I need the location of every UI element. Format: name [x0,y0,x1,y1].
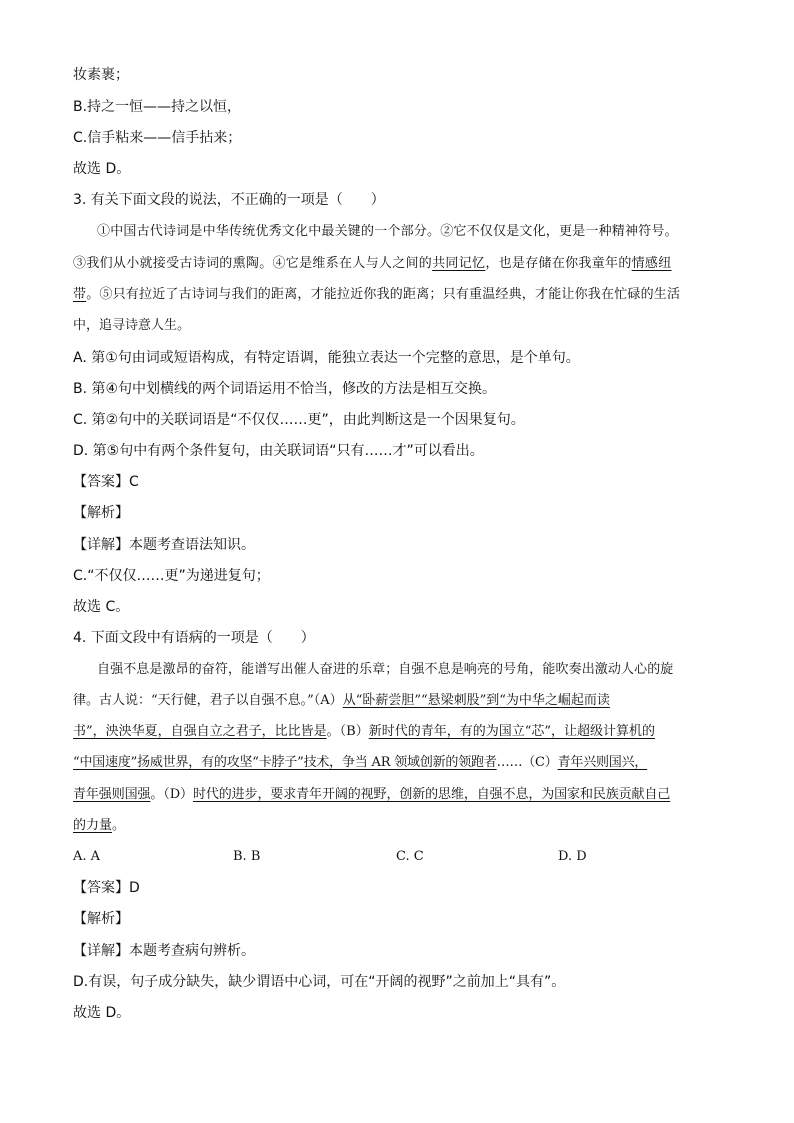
passage-line [73,785,670,805]
question-3-stem: 3. 有关下面文段的说法，不正确的一项是（ ） [73,192,385,208]
explanation-line: C.“不仅仅……更”为递进复句； [73,568,270,584]
detail-tag: 【详解】 [73,943,129,959]
detail-line [73,941,255,961]
text-line: B.持之一恒——持之以恒， [73,99,242,115]
option-b: B. 第④句中划横线的两个词语运用不恰当，修改的方法是相互交换。 [73,381,497,397]
analysis-tag: 【解析】 [73,911,129,927]
answer-value: D [129,880,140,896]
underlined-phrase: 书”，泱泱华夏，自强自立之君子，比比皆是 [73,724,327,739]
passage-line: ①中国古代诗词是中华传统优秀文化中最关键的一个部分。②它不仅仅是文化，更是一种精神符号。 [97,224,678,239]
detail-text: 本题考查病句辨析。 [129,943,255,959]
passage-text: 。⑤只有拉近了古诗词与我们的距离，才能拉近你我的距离；只有重温经典，才能让你我在忙碌的生活 [86,287,681,302]
passage-text: 。 [112,818,126,833]
answer-line [73,878,140,898]
detail-tag: 【详解】 [73,537,129,553]
passage-text: 。（D） [150,787,193,802]
underlined-phrase: 青年强则国强 [73,787,151,802]
passage-line [73,691,610,711]
option-a: A. A [73,849,101,864]
passage-text: ③我们从小就接受古诗词的熏陶。④它是维系在人与人之间的 [73,256,433,271]
underlined-phrase: 从“卧薪尝胆”“悬梁刺股”到“为中华之崛起而读 [342,693,610,708]
underlined-phrase: “中国速度”扬威世界，有的攻坚“卡脖子”技术，争当 AR 领域创新的领跑者 [73,755,497,770]
detail-line [73,535,255,555]
passage-text: ……（C） [496,755,558,770]
detail-text: 本题考查语法知识。 [129,537,255,553]
text-line: 妆素裹； [73,67,129,83]
passage-text: 。（B） [326,724,369,739]
passage-line: 自强不息是激昂的奋符，能谱写出催人奋进的乐章；自强不息是响亮的号角，能吹奏出激动人心的旋 [97,662,674,677]
underlined-phrase: 情感纽 [631,256,672,271]
option-d: D. D [558,849,587,864]
underlined-phrase: 的力量 [73,818,113,833]
passage-text: 律。古人说：“天行健，君子以自强不息。”（A） [73,693,343,708]
option-a: A. 第①句由词或短语构成，有特定语调，能独立表达一个完整的意思，是个单句。 [73,350,580,366]
underlined-phrase: 新时代的青年，有的为国立“芯”，让超级计算机的 [368,724,656,739]
choose-line: 故选 D。 [73,1005,131,1021]
passage-text: ，也是存储在你我童年的 [485,256,632,271]
passage-line [73,816,125,836]
passage-line [73,285,680,305]
passage-line: 中，追寻诗意人生。 [73,318,191,333]
option-c: C. C [396,849,424,864]
text-line: C.信手粘来——信手拈来； [73,130,242,146]
answer-tag: 【答案】 [73,880,129,896]
explanation-line: D.有误，句子成分缺失，缺少谓语中心词，可在“开阔的视野”之前加上“具有”。 [73,974,566,990]
underlined-phrase: 青年兴则国兴， [557,755,648,770]
text-line: 故选 D。 [73,161,131,177]
analysis-tag: 【解析】 [73,505,129,521]
passage-line [73,254,672,274]
underlined-phrase: 带 [73,287,87,302]
underlined-phrase: 共同记忆 [432,256,486,271]
option-b: B. B [233,849,261,864]
answer-tag: 【答案】 [73,474,129,490]
option-c: C. 第②句中的关联词语是“不仅仅……更”，由此判断这是一个因果复句。 [73,412,525,428]
underlined-phrase: 时代的进步，要求青年开阔的视野，创新的思维，自强不息，为国家和民族贡献自己 [192,787,671,802]
answer-line [73,472,139,492]
answer-value: C [129,474,139,490]
passage-line [73,722,655,742]
passage-line [73,753,647,773]
option-d: D. 第⑤句中有两个条件复句，由关联词语“只有……才”可以看出。 [73,443,484,459]
choose-line: 故选 C。 [73,599,130,615]
question-4-stem: 4. 下面文段中有语病的一项是（ ） [73,630,315,646]
